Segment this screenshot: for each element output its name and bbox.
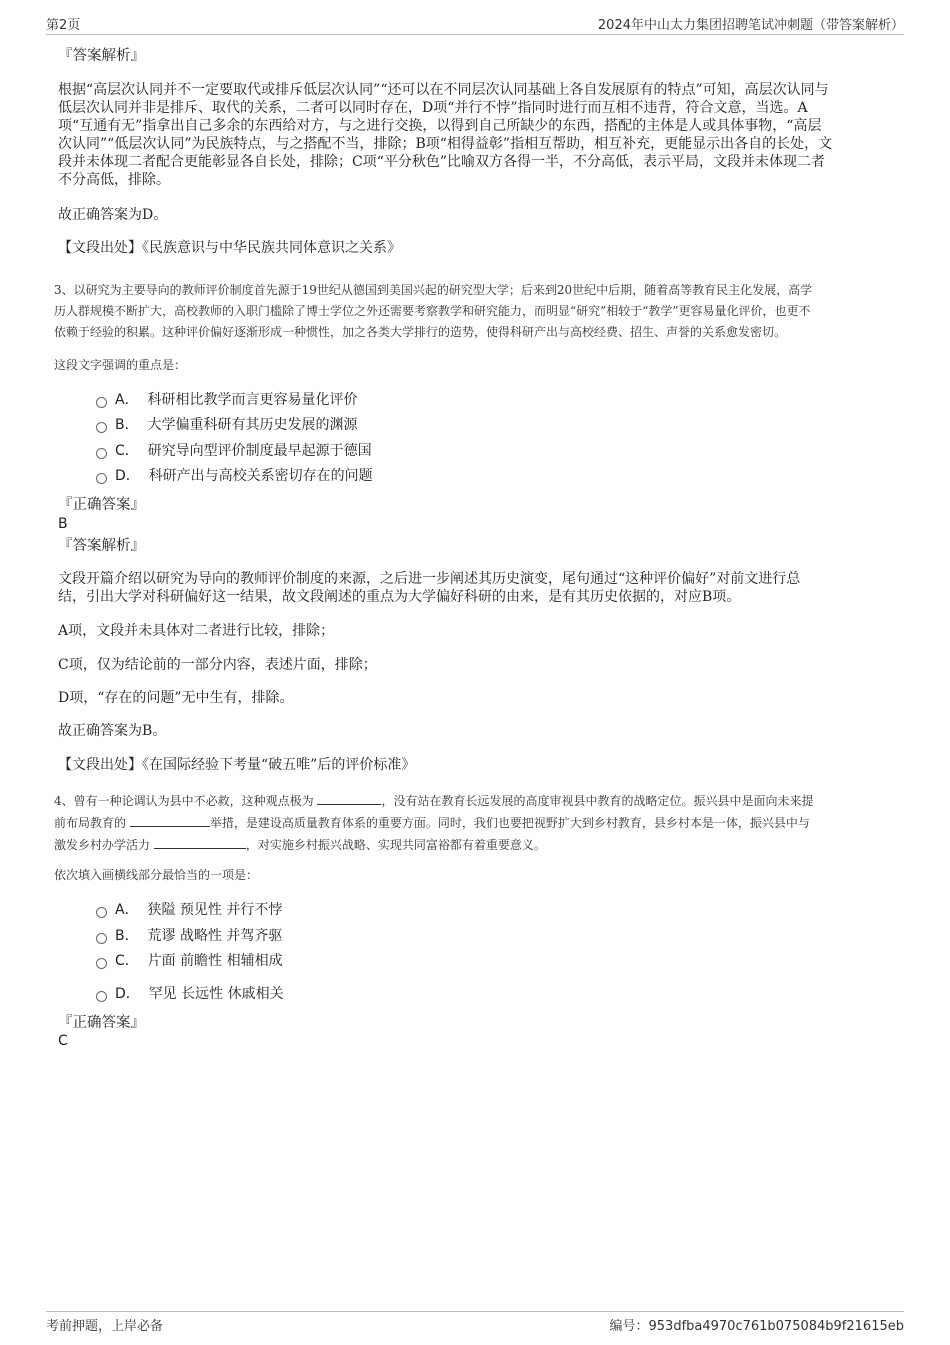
question-line: 4、曾有一种论调认为县中不必救，这种观点极为 ，没有站在教育长远发展的高度审视县中教育的战略定位。振兴县中是面向未来提	[54, 790, 896, 812]
radio-icon[interactable]	[96, 991, 107, 1002]
q3-option-b[interactable]: B． 大学偏重科研有其历史发展的渊源	[96, 416, 358, 434]
q3-note-d: D项，“存在的问题”无中生有，排除。	[58, 690, 294, 706]
q4-option-b[interactable]: B． 荒谬 战略性 并驾齐驱	[96, 927, 282, 945]
radio-icon[interactable]	[96, 473, 107, 484]
q3-source: 【文段出处】《在国际经验下考量“破五唯”后的评价标准》	[58, 757, 416, 773]
q2-analysis-label: 『答案解析』	[58, 48, 145, 64]
question-line: 历人群规模不断扩大，高校教师的入职门槛除了博士学位之外还需要考察教学和研究能力，而明显“研究”相较于“教学”更容易量化评价，也更不	[54, 304, 811, 318]
q3-option-d[interactable]: D． 科研产出与高校关系密切存在的问题	[96, 467, 373, 485]
q3-correct-answer: B	[58, 516, 68, 532]
radio-icon[interactable]	[96, 448, 107, 459]
blank-3[interactable]	[154, 834, 246, 849]
analysis-line: 段并未体现二者配合更能彰显各自长处，排除；C项“平分秋色”比喻双方各得一半，不分高低，表示平局，文段并未体现二者	[58, 154, 826, 170]
page-footer	[46, 1311, 904, 1334]
page-number: 第2页	[46, 18, 81, 33]
q2-source: 【文段出处】《民族意识与中华民族共同体意识之关系》	[58, 240, 401, 256]
radio-icon[interactable]	[96, 933, 107, 944]
question-line: 前布局教育的 举措，是建设高质量教育体系的重要方面。同时，我们也要把视野扩大到乡村教育，县乡村本是一体，振兴县中与	[54, 812, 896, 834]
q4-option-d[interactable]: D． 罕见 长远性 休戚相关	[96, 985, 284, 1003]
q4-correct-label: 『正确答案』	[58, 1015, 145, 1031]
question-line: 依赖于经验的积累。这种评价偏好逐渐形成一种惯性，加之各类大学排行的造势，使得科研产出与高校经费、招生、声誉的关系愈发密切。	[54, 325, 787, 339]
radio-icon[interactable]	[96, 422, 107, 433]
q4-option-a[interactable]: A． 狭隘 预见性 并行不悖	[96, 901, 282, 919]
blank-1[interactable]	[317, 790, 381, 805]
q2-conclusion: 故正确答案为D。	[58, 207, 168, 223]
document-title: 2024年中山太力集团招聘笔试冲刺题（带答案解析）	[597, 18, 904, 33]
footer-slogan: 考前押题，上岸必备	[46, 1319, 164, 1334]
q3-analysis	[58, 570, 894, 606]
q3-option-a[interactable]: A． 科研相比教学而言更容易量化评价	[96, 391, 357, 409]
q2-analysis	[58, 81, 894, 189]
q3-correct-label: 『正确答案』	[58, 497, 145, 513]
analysis-line: 次认同”“低层次认同”为民族特点，与之搭配不当，排除；B项“相得益彰”指相互帮助，相互补充，更能显示出各自的长处，文	[58, 136, 833, 152]
analysis-line: 低层次认同并非是排斥、取代的关系，二者可以同时存在，D项“并行不悖”指同时进行而互相不违背，符合文意，当选。A	[58, 100, 808, 116]
radio-icon[interactable]	[96, 907, 107, 918]
q3-note-a: A项，文段并未具体对二者进行比较，排除；	[58, 623, 335, 639]
document-id: 编号：953dfba4970c761b075084b9f21615eb	[609, 1319, 904, 1334]
radio-icon[interactable]	[96, 958, 107, 969]
q3-prompt: 这段文字强调的重点是：	[54, 358, 187, 372]
radio-icon[interactable]	[96, 397, 107, 408]
q3-analysis-label: 『答案解析』	[58, 538, 145, 554]
analysis-line: 根据“高层次认同并不一定要取代或排斥低层次认同”“还可以在不同层次认同基础上各自发展原有的特点”可知，高层次认同与	[58, 82, 829, 98]
analysis-line: 结，引出大学对科研偏好这一结果，故文段阐述的重点为大学偏好科研的由来，是有其历史依据的，对应B项。	[58, 589, 741, 605]
blank-2[interactable]	[130, 812, 210, 827]
q4-option-c[interactable]: C． 片面 前瞻性 相辅相成	[96, 952, 283, 970]
analysis-line: 不分高低，排除。	[58, 172, 170, 188]
q4-correct-answer: C	[58, 1033, 68, 1049]
q4-question-text	[54, 790, 896, 856]
analysis-line: 项“互通有无”指拿出自己多余的东西给对方，与之进行交换，以得到自己所缺少的东西，搭配的主体是人或具体事物，“高层	[58, 118, 822, 134]
question-line: 3、以研究为主要导向的教师评价制度首先源于19世纪从德国到美国兴起的研究型大学；后来到20世纪中后期，随着高等教育民主化发展，高学	[54, 283, 813, 297]
q3-note-c: C项，仅为结论前的一部分内容，表述片面，排除；	[58, 657, 377, 673]
q4-prompt: 依次填入画横线部分最恰当的一项是：	[54, 868, 259, 882]
q3-question-text	[54, 280, 896, 343]
page-header	[46, 14, 904, 35]
analysis-line: 文段开篇介绍以研究为导向的教师评价制度的来源，之后进一步阐述其历史演变，尾句通过“这种评价偏好”对前文进行总	[58, 571, 801, 587]
question-line: 激发乡村办学活力 ，对实施乡村振兴战略、实现共同富裕都有着重要意义。	[54, 834, 896, 856]
q3-conclusion: 故正确答案为B。	[58, 723, 167, 739]
q3-option-c[interactable]: C． 研究导向型评价制度最早起源于德国	[96, 442, 372, 460]
